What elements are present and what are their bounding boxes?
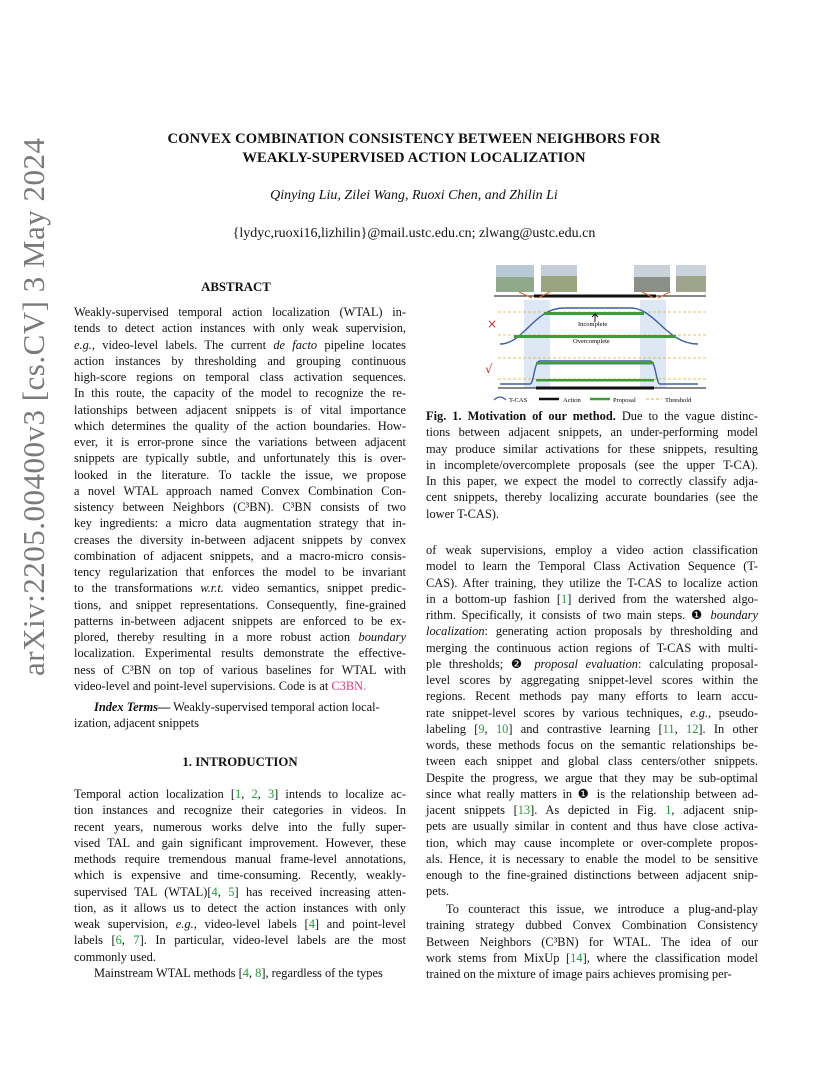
right-p1-line: ple thresholds; ❷ proposal evaluation: calculating proposal- <box>426 656 758 671</box>
abstract-line: combination of adjacent snippets, and a macro-micro consis- <box>74 548 406 563</box>
frame-sky-4 <box>676 265 706 276</box>
legend-action: Action <box>563 397 581 404</box>
right-p2-line: To counteract this issue, we introduce a plug-and-play <box>446 902 758 916</box>
index-terms-label: Index Terms— <box>94 700 171 714</box>
abstract-line: sistency between Neighbors (C³BN). C³BN consists of two <box>74 500 406 514</box>
right-p1-line: level scores by aggregating snippet-level scores within the <box>426 673 758 687</box>
intro-p1-line: commonly used. <box>74 949 156 964</box>
caption-line: Fig. 1. Motivation of our method. Due to the vague distinc- <box>426 409 758 423</box>
right-p1-line: rithm. Specifically, it consists of two main steps. ❶ boundary <box>426 608 758 622</box>
right-p1-line: regions. Recent methods pay many efforts to learn accu- <box>426 689 758 704</box>
abstract-body <box>74 304 406 694</box>
intro-p1-line: tion instances and recognize their categories in videos. In <box>74 803 406 818</box>
index-terms-line2: ization, adjacent snippets <box>74 716 199 731</box>
caption-line: tions between adjacent snippets, an under-performing model <box>426 425 758 440</box>
arxiv-sidebar-id: arXiv:2205.00400v3 [cs.CV] 3 May 2024 <box>16 137 51 676</box>
right-p1-line: rate snippet-level scores by various techniques, e.g., pseudo- <box>426 705 758 720</box>
intro-p1-line: vised TAL and gain significant improvement. However, these <box>74 835 406 850</box>
intro-p1-line: Temporal action localization [1, 2, 3] intends to localize ac- <box>74 787 406 801</box>
right-p1-line: tion, which may cause incomplete or over-complete propos- <box>426 835 758 850</box>
abstract-line: e.g., video-level labels. The current de facto pipeline locates <box>74 337 406 352</box>
overcomplete-label: Overcomplete <box>573 338 610 345</box>
legend-tcas-swatch <box>494 397 506 400</box>
right-mark: √ <box>485 362 493 376</box>
proposal-accurate-1 <box>536 362 654 365</box>
right-p1-line: in a bottom-up fashion [1] derived from the watershed algo- <box>426 591 758 606</box>
right-p1-line: model to learn the Temporal Class Activation Sequence (T- <box>426 559 758 574</box>
legend-threshold: Threshold <box>665 397 692 404</box>
author-emails: {lydyc,ruoxi16,lizhilin}@mail.ustc.edu.cn; zlwang@ustc.edu.cn <box>232 226 596 241</box>
abstract-line: patterns in-between adjacent snippets are enforced to be ex- <box>74 613 406 628</box>
right-p1-line: labeling [9, 10] and contrastive learning [11, 12]. In other <box>426 721 758 736</box>
author-list: Qinying Liu, Zilei Wang, Ruoxi Chen, and Zhilin Li <box>270 188 558 203</box>
legend-tcas: T-CAS <box>509 397 528 404</box>
frame-sky-3 <box>634 265 670 277</box>
abstract-line: plored, thereby resulting in a more robust action boundary <box>74 630 406 644</box>
caption-line: In this paper, we expect the model to correctly classify adja- <box>426 474 758 488</box>
introduction-paragraph-1 <box>74 786 406 965</box>
right-column-paragraph-1 <box>426 542 758 900</box>
abstract-line: key ingredients: a micro data augmentation strategy that in- <box>74 516 406 531</box>
abstract-heading: ABSTRACT <box>201 280 271 294</box>
intro-p1-line: supervised TAL (WTAL)[4, 5] has received increasing atten- <box>74 884 406 899</box>
right-p1-line: tween each snippet and global class centers/other snippets. <box>426 754 758 769</box>
abstract-line: Weakly-supervised temporal action localization (WTAL) in- <box>74 305 406 319</box>
figure-1-graphic <box>484 262 709 404</box>
caption-line: may produce similar activations for these snippets, resulting <box>426 441 758 456</box>
abstract-line: which determines the quality of the action boundaries. How- <box>74 418 406 433</box>
caption-line: lower T-CAS). <box>426 506 499 521</box>
right-p2-line: training strategy dubbed Convex Combination Consistency <box>426 918 758 933</box>
abstract-line: ness of C³BN on top of various baselines for WTAL with <box>74 662 406 677</box>
video-frame-thumbnails <box>496 265 706 292</box>
abstract-line: In this route, the capacity of the model to recognize the re- <box>74 386 406 401</box>
boundary-arrow-right-outer <box>658 292 670 298</box>
caption-line: in incomplete/overcomplete proposals (see the upper T-CA). <box>426 457 758 472</box>
figure-1 <box>484 262 709 404</box>
introduction-paragraph-2 <box>74 965 406 981</box>
index-terms-line1: Weakly-supervised temporal action local- <box>170 700 380 714</box>
abstract-line: looked in the literature. To tackle the issue, we propose <box>74 467 406 482</box>
abstract-line: lationships between adjacent snippets is of vital importance <box>74 402 406 417</box>
figure-legend <box>494 397 692 404</box>
paper-title <box>0 130 828 167</box>
abstract-line: video-level and point-level supervisions. Code is at C3BN. <box>74 678 367 693</box>
abstract-line: creases the diversity in-between adjacent snippets by convex <box>74 532 406 547</box>
wrong-mark: × <box>487 317 498 331</box>
abstract-line: snippets are typically subtle, and unfortunately this is over- <box>74 451 406 466</box>
right-p1-line: merging the continuous action regions of T-CAS with multi- <box>426 640 758 655</box>
code-link[interactable]: C3BN. <box>328 678 367 693</box>
intro-p1-line: tion, as it allows us to detect the action instances with only <box>74 900 406 915</box>
intro-p1-line: labels [6, 7]. In particular, video-level labels are the most <box>74 933 406 948</box>
right-p1-line: words, these methods focus on the semantic relationships be- <box>426 738 758 752</box>
introduction-heading: 1. INTRODUCTION <box>182 755 298 769</box>
frame-sky-2 <box>541 265 577 276</box>
intro-p1-line: which is expensive and time-consuming. Recently, weakly- <box>74 868 406 883</box>
right-p1-line: Despite the progress, we argue that they may be sub-optimal <box>426 770 758 785</box>
right-p2-line: work stems from MixUp [14], where the classification model <box>426 950 758 965</box>
abstract-line: to the transformations w.r.t. video semantics, snippet predic- <box>74 581 406 596</box>
right-p1-line: enough to the fine-grained distinctions between adjacent snip- <box>426 868 758 882</box>
right-column-paragraph-2 <box>426 901 758 982</box>
intro-p1-line: recent years, numerous works delve into the fully super- <box>74 819 406 834</box>
right-p1-line: localization: generating action proposals by thresholding and <box>426 624 758 639</box>
right-p1-line: als. Hence, it is necessary to enable the model to be sensitive <box>426 851 758 866</box>
abstract-line: a novel WTAL approach named Convex Combination Con- <box>74 483 406 498</box>
abstract-line: high-score regions on temporal class activation sequences. <box>74 370 406 384</box>
legend-proposal: Proposal <box>613 397 636 404</box>
caption-line: cent snippets, thereby localizing accurate boundaries (see the <box>426 490 758 505</box>
abstract-line: ever, it is error-prone since the variations between adjacent <box>74 435 406 449</box>
right-p1-line: pets. <box>426 884 450 899</box>
intro-p1-line: weak supervision, e.g., video-level labels [4] and point-level <box>74 917 407 931</box>
intro-p2-line: Mainstream WTAL methods [4, 8], regardless of the types <box>94 966 383 980</box>
right-p2-line: trained on the mixture of image pairs achieves promising per- <box>426 967 732 981</box>
right-p2-line: Between Neighbors (C³BN) for WTAL. The idea of our <box>426 934 758 949</box>
abstract-line: tends to detect action instances with only weak supervision, <box>74 321 406 336</box>
title-line-1: CONVEX COMBINATION CONSISTENCY BETWEEN NEIGHBORS FOR <box>167 131 661 147</box>
index-terms <box>74 699 406 732</box>
proposal-accurate-2 <box>536 379 654 382</box>
abstract-line: localization. Experimental results demonstrate the effective- <box>74 646 406 661</box>
title-line-2: WEAKLY-SUPERVISED ACTION LOCALIZATION <box>242 149 586 166</box>
abstract-line: tency regularization that enforces the model to be invariant <box>74 565 406 579</box>
right-p1-line: of weak supervisions, employ a video action classification <box>426 543 758 557</box>
right-p1-line: since what really matters in ❶ is the relationship between ad- <box>426 786 758 801</box>
figure-1-caption <box>426 408 758 522</box>
abstract-line: action instances by thresholding and grouping continuous <box>74 353 406 368</box>
incomplete-label: Incomplete <box>578 321 608 328</box>
right-p1-line: jacent snippets [13]. As depicted in Fig. 1, adjacent snip- <box>426 803 758 817</box>
right-p1-line: pets are usually similar in content and thus have close activa- <box>426 819 758 834</box>
intro-p1-line: methods require tremendous manual frame-level annotations, <box>74 852 406 866</box>
abstract-line: tions, and snippet representations. Consequently, fine-grained <box>74 597 406 612</box>
frame-sky-1 <box>496 265 534 277</box>
boundary-arrow-left-outer <box>519 292 532 298</box>
right-p1-line: CAS). After training, they utilize the T-CAS to localize action <box>426 575 758 590</box>
